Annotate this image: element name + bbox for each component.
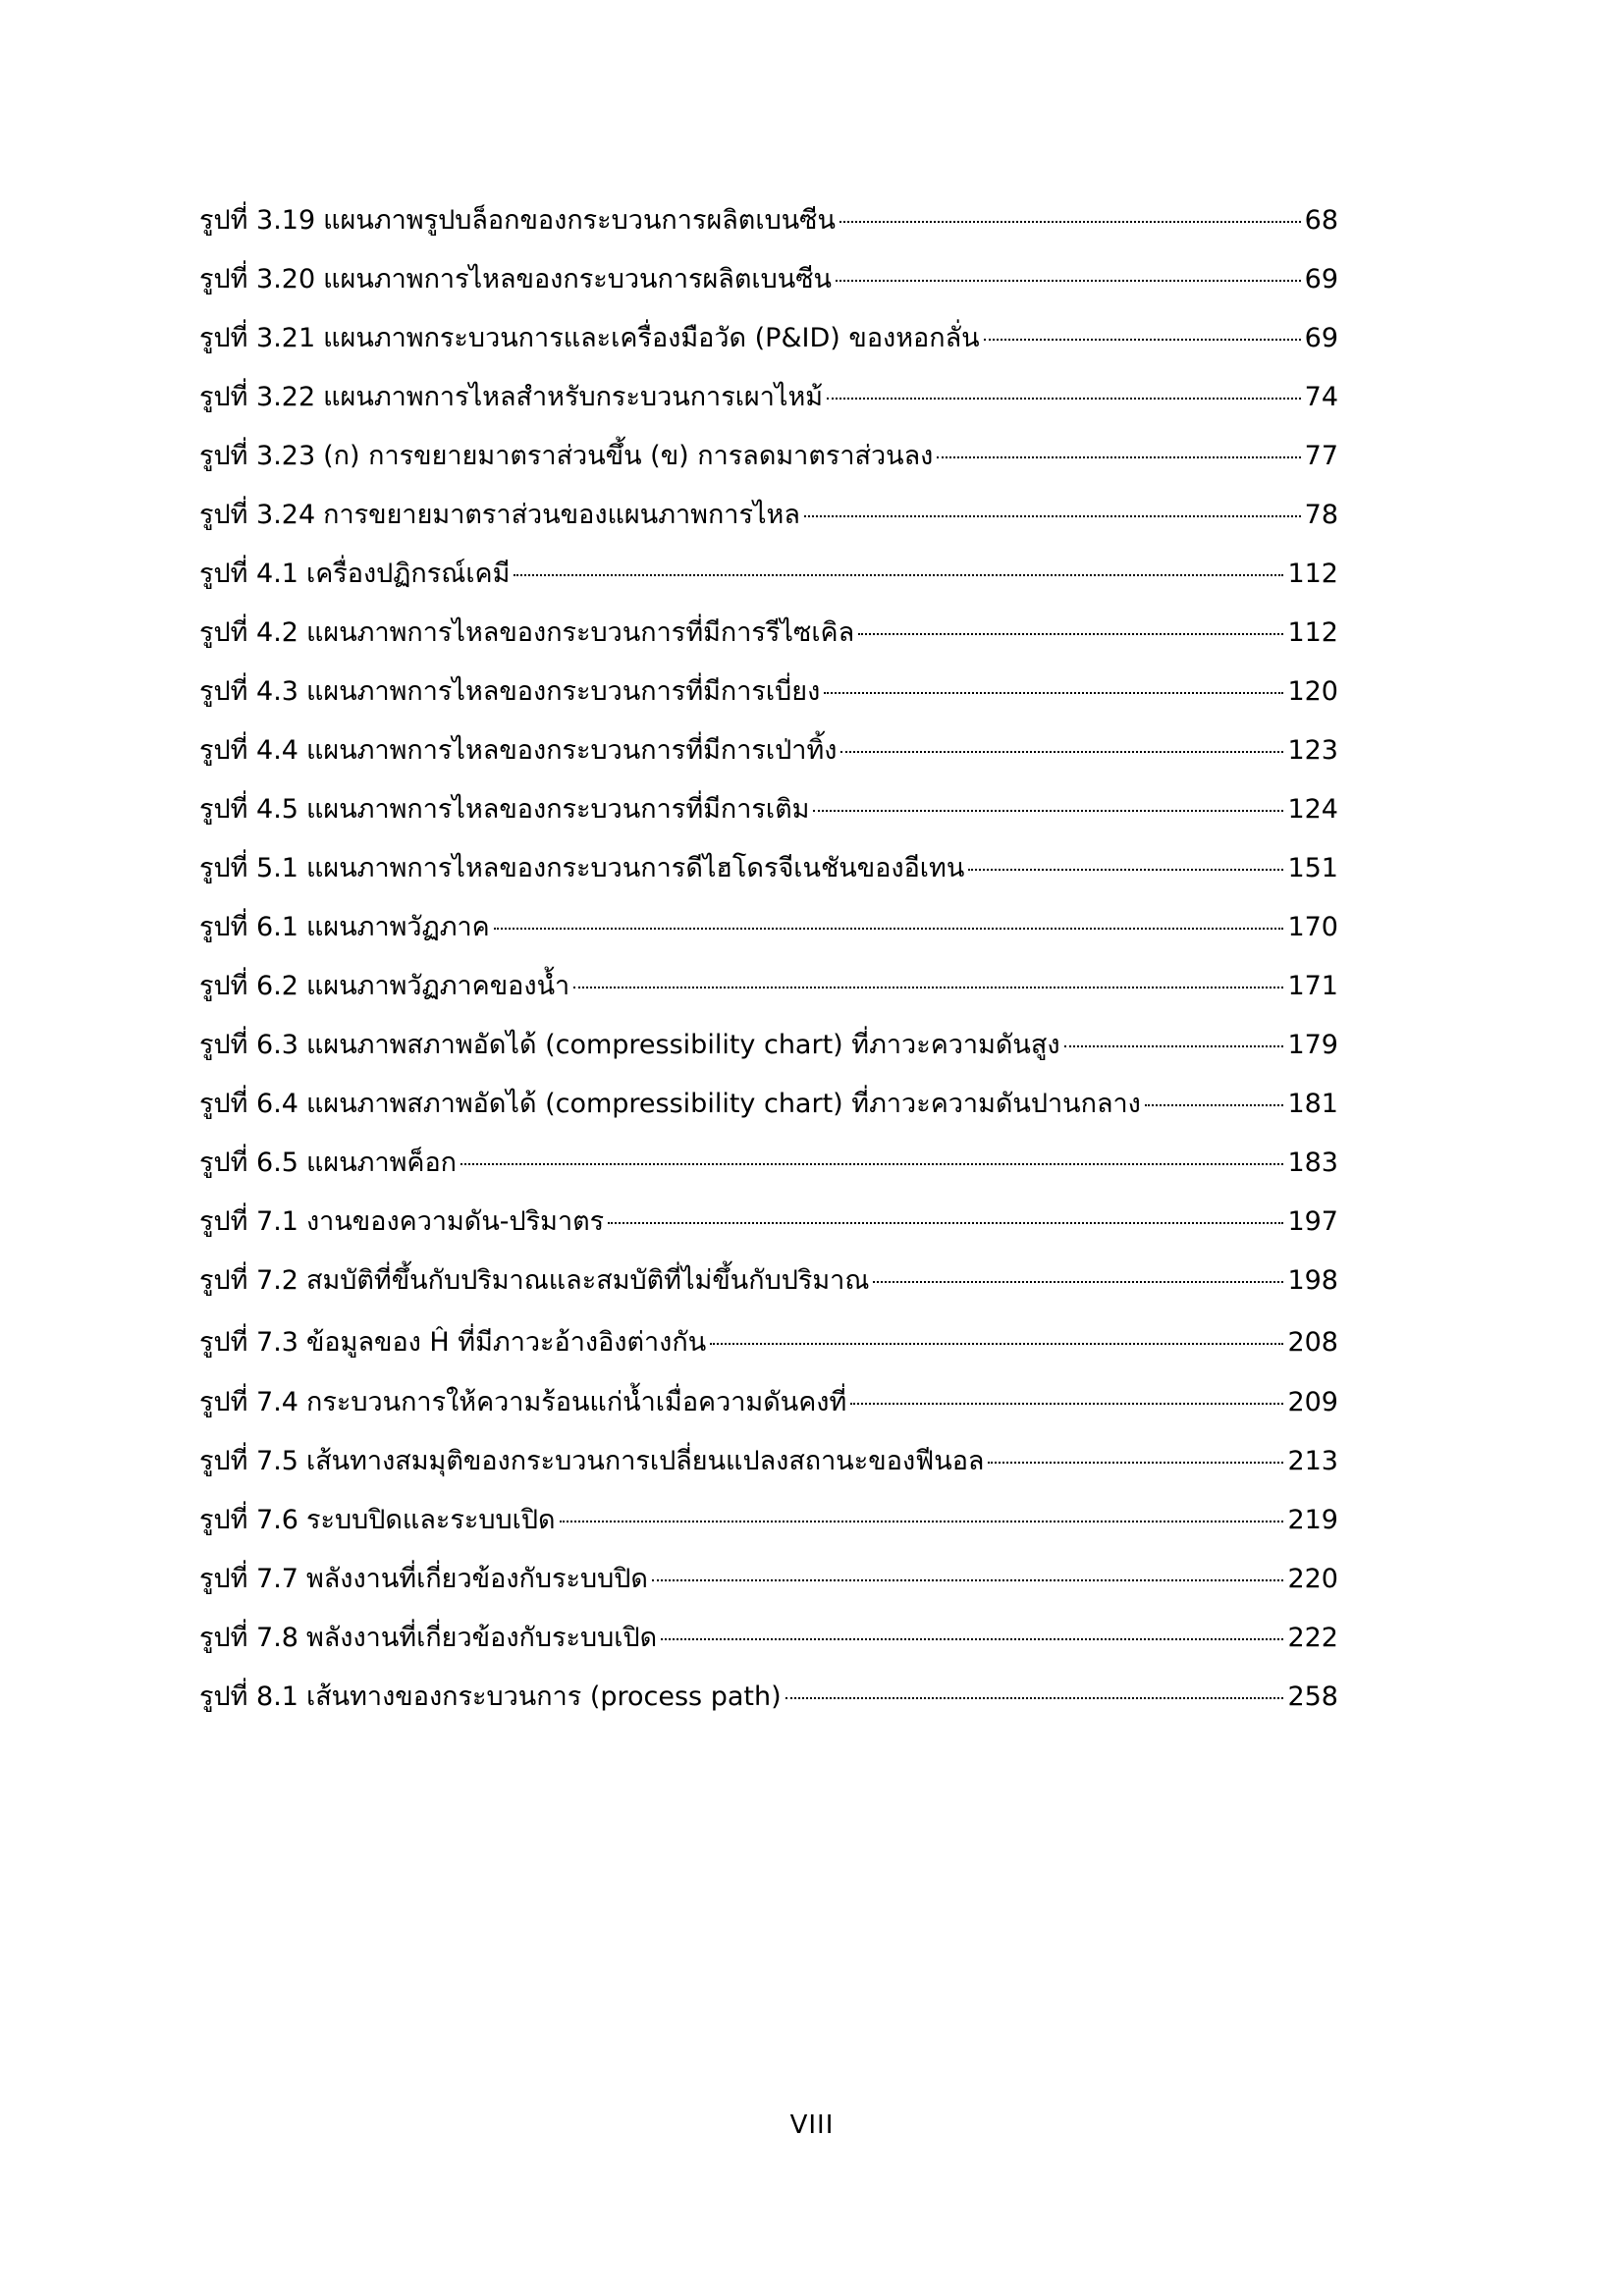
dot-leader	[560, 1521, 1284, 1522]
entry-page-number: 219	[1287, 1505, 1338, 1535]
dot-leader	[850, 1403, 1283, 1405]
toc-entry	[199, 727, 1338, 786]
dot-leader	[494, 928, 1284, 930]
toc-entry	[199, 1081, 1338, 1140]
entry-number: รูปที่ 6.3	[199, 1030, 298, 1060]
toc-entry	[199, 610, 1338, 668]
dot-leader	[827, 398, 1301, 400]
entry-number: รูปที่ 7.3	[199, 1327, 298, 1358]
entry-number: รูปที่ 7.5	[199, 1446, 298, 1476]
entry-page-number: 112	[1287, 559, 1338, 589]
entry-page-number: 124	[1287, 794, 1338, 825]
dot-leader	[608, 1222, 1283, 1224]
entry-title: เส้นทางสมมุติของกระบวนการเปลี่ยนแปลงสถานะของฟีนอล	[305, 1446, 985, 1476]
entry-number: รูปที่ 5.1	[199, 853, 298, 883]
entry-page-number: 77	[1304, 441, 1338, 471]
entry-number: รูปที่ 3.21	[199, 323, 316, 353]
entry-number: รูปที่ 7.8	[199, 1623, 298, 1653]
entry-title: แผนภาพค็อก	[305, 1148, 458, 1178]
entry-number: รูปที่ 7.2	[199, 1265, 298, 1296]
entry-number: รูปที่ 3.22	[199, 382, 316, 412]
dot-leader	[984, 339, 1301, 341]
entry-number: รูปที่ 3.20	[199, 264, 316, 294]
entry-page-number: 208	[1287, 1327, 1338, 1358]
entry-number: รูปที่ 6.1	[199, 912, 298, 942]
dot-leader	[873, 1281, 1283, 1283]
figure-list	[199, 197, 1338, 1733]
entry-number: รูปที่ 3.19	[199, 205, 316, 236]
entry-page-number: 112	[1287, 617, 1338, 648]
toc-entry	[199, 1257, 1338, 1316]
entry-title: สมบัติที่ขึ้นกับปริมาณและสมบัติที่ไม่ขึ้นกับปริมาณ	[305, 1265, 870, 1296]
entry-number: รูปที่ 4.2	[199, 617, 298, 648]
entry-page-number: 68	[1304, 205, 1338, 236]
entry-number: รูปที่ 4.5	[199, 794, 298, 825]
entry-page-number: 220	[1287, 1564, 1338, 1594]
entry-title: แผนภาพการไหลของกระบวนการที่มีการรีไซเคิล	[305, 617, 855, 648]
entry-number: รูปที่ 3.24	[199, 500, 316, 530]
entry-title: (ก) การขยายมาตราส่วนขึ้น (ข) การลดมาตราส่วนลง	[323, 441, 934, 471]
entry-title: แผนภาพสภาพอัดได้ (compressibility chart) ที่ภาวะความดันสูง	[305, 1030, 1060, 1060]
entry-page-number: 258	[1287, 1682, 1338, 1712]
entry-page-number: 74	[1304, 382, 1338, 412]
dot-leader	[652, 1579, 1284, 1581]
dot-leader	[968, 869, 1283, 871]
dot-leader	[824, 692, 1283, 694]
toc-entry	[199, 786, 1338, 845]
toc-entry	[199, 1316, 1338, 1379]
toc-entry	[199, 1497, 1338, 1556]
entry-number: รูปที่ 7.4	[199, 1387, 298, 1417]
entry-number: รูปที่ 8.1	[199, 1682, 298, 1712]
toc-entry	[199, 963, 1338, 1022]
entry-title: แผนภาพการไหลของกระบวนการที่มีการเติม	[305, 794, 810, 825]
entry-number: รูปที่ 6.2	[199, 971, 298, 1001]
entry-title: กระบวนการให้ความร้อนแก่น้ำเมื่อความดันคงที่	[305, 1387, 847, 1417]
entry-title: แผนภาพรูปบล็อกของกระบวนการผลิตเบนซีน	[323, 205, 836, 236]
dot-leader	[858, 633, 1283, 635]
dot-leader	[710, 1343, 1283, 1345]
entry-page-number: 209	[1287, 1387, 1338, 1417]
dot-leader	[661, 1638, 1283, 1640]
dot-leader	[1064, 1045, 1284, 1047]
toc-entry	[199, 551, 1338, 610]
entry-title: แผนภาพการไหลของกระบวนการผลิตเบนซีน	[323, 264, 832, 294]
toc-entry	[199, 315, 1338, 374]
dot-leader	[937, 456, 1300, 458]
entry-page-number: 170	[1287, 912, 1338, 942]
toc-entry	[199, 1615, 1338, 1674]
toc-entry	[199, 197, 1338, 256]
entry-title: ระบบปิดและระบบเปิด	[305, 1505, 556, 1535]
dot-leader	[836, 280, 1301, 282]
entry-title: แผนภาพวัฏภาคของน้ำ	[305, 971, 570, 1001]
toc-entry	[199, 668, 1338, 727]
toc-entry	[199, 1140, 1338, 1199]
toc-entry	[199, 256, 1338, 315]
entry-number: รูปที่ 4.3	[199, 676, 298, 707]
toc-entry	[199, 1674, 1338, 1733]
toc-entry	[199, 492, 1338, 551]
toc-entry	[199, 374, 1338, 433]
entry-page-number: 123	[1287, 735, 1338, 766]
entry-page-number: 222	[1287, 1623, 1338, 1653]
entry-title: แผนภาพการไหลของกระบวนการที่มีการเบี่ยง	[305, 676, 821, 707]
entry-title: เครื่องปฏิกรณ์เคมี	[305, 559, 511, 589]
entry-title: แผนภาพการไหลของกระบวนการที่มีการเป่าทิ้ง	[305, 735, 838, 766]
entry-page-number: 183	[1287, 1148, 1338, 1178]
dot-leader	[988, 1462, 1283, 1464]
dot-leader	[804, 515, 1301, 517]
page-number: VIII	[789, 2110, 835, 2140]
toc-entry	[199, 1022, 1338, 1081]
entry-page-number: 120	[1287, 676, 1338, 707]
entry-page-number: 78	[1304, 500, 1338, 530]
entry-number: รูปที่ 6.5	[199, 1148, 298, 1178]
entry-page-number: 69	[1304, 323, 1338, 353]
dot-leader	[514, 574, 1283, 576]
toc-entry	[199, 1556, 1338, 1615]
entry-page-number: 198	[1287, 1265, 1338, 1296]
dot-leader	[573, 987, 1283, 988]
entry-title: การขยายมาตราส่วนของแผนภาพการไหล	[323, 500, 800, 530]
entry-page-number: 69	[1304, 264, 1338, 294]
entry-title: แผนภาพกระบวนการและเครื่องมือวัด (P&ID) ของหอกลั่น	[323, 323, 980, 353]
toc-entry	[199, 433, 1338, 492]
dot-leader	[460, 1163, 1283, 1165]
dot-leader	[840, 751, 1283, 753]
toc-entry	[199, 1438, 1338, 1497]
entry-title: งานของความดัน-ปริมาตร	[305, 1206, 605, 1237]
entry-page-number: 213	[1287, 1446, 1338, 1476]
toc-entry	[199, 845, 1338, 904]
entry-page-number: 197	[1287, 1206, 1338, 1237]
toc-entry	[199, 1379, 1338, 1438]
entry-number: รูปที่ 7.7	[199, 1564, 298, 1594]
dot-leader	[813, 810, 1283, 812]
entry-page-number: 179	[1287, 1030, 1338, 1060]
entry-title: พลังงานที่เกี่ยวข้องกับระบบเปิด	[305, 1623, 658, 1653]
toc-entry	[199, 904, 1338, 963]
entry-title: แผนภาพการไหลสำหรับกระบวนการเผาไหม้	[323, 382, 824, 412]
entry-title: พลังงานที่เกี่ยวข้องกับระบบปิด	[305, 1564, 648, 1594]
entry-title: ข้อมูลของ Ĥ ที่มีภาวะอ้างอิงต่างกัน	[305, 1327, 707, 1358]
dot-leader	[839, 221, 1301, 223]
entry-number: รูปที่ 3.23	[199, 441, 316, 471]
entry-page-number: 181	[1287, 1089, 1338, 1119]
entry-title: เส้นทางของกระบวนการ (process path)	[305, 1682, 782, 1712]
entry-title: แผนภาพการไหลของกระบวนการดีไฮโดรจีเนชันของอีเทน	[305, 853, 965, 883]
entry-page-number: 171	[1287, 971, 1338, 1001]
entry-page-number: 151	[1287, 853, 1338, 883]
dot-leader	[1145, 1104, 1284, 1106]
entry-number: รูปที่ 4.4	[199, 735, 298, 766]
entry-number: รูปที่ 4.1	[199, 559, 298, 589]
entry-number: รูปที่ 7.6	[199, 1505, 298, 1535]
dot-leader	[785, 1697, 1284, 1699]
toc-entry	[199, 1199, 1338, 1257]
entry-title: แผนภาพสภาพอัดได้ (compressibility chart) ที่ภาวะความดันปานกลาง	[305, 1089, 1141, 1119]
entry-number: รูปที่ 7.1	[199, 1206, 298, 1237]
entry-number: รูปที่ 6.4	[199, 1089, 298, 1119]
entry-title: แผนภาพวัฏภาค	[305, 912, 490, 942]
